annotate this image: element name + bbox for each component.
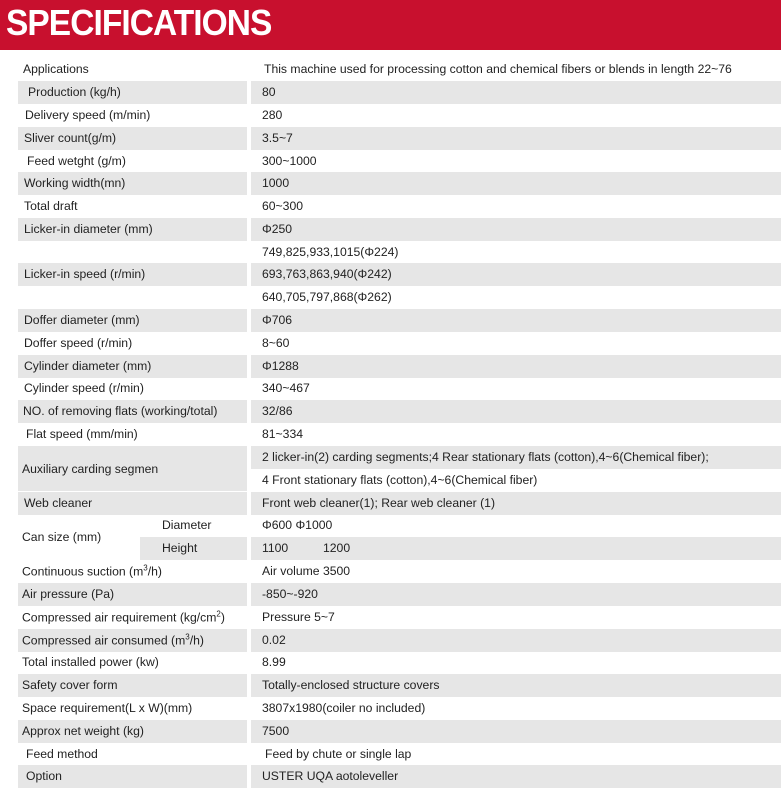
spec-value: Φ600 Φ1000	[262, 518, 333, 533]
spec-label: Auxiliary carding segmen	[22, 461, 159, 476]
spec-row-sliver-count	[0, 127, 781, 150]
can-sub-label: Height	[162, 541, 198, 556]
spec-value: This machine used for processing cotton and chemical fibers or blends in length 22~76	[264, 62, 732, 77]
spec-value: Front web cleaner(1); Rear web cleaner (1)	[262, 496, 496, 511]
header-banner	[0, 0, 781, 50]
can-sub-label: Diameter	[162, 518, 212, 532]
spec-value: 2 licker-in(2) carding segments;4 Rear stationary flats (cotton),4~6(Chemical fiber);	[262, 450, 709, 465]
spec-label: Total draft	[24, 199, 78, 214]
spec-value: 1000	[262, 176, 290, 191]
spec-row-option	[0, 765, 781, 788]
spec-label: Can size (mm)	[22, 529, 102, 544]
spec-value: 693,763,863,940(Φ242)	[262, 267, 392, 282]
spec-value: 32/86	[262, 404, 293, 419]
aux-label	[18, 446, 247, 491]
licker-speed-label	[18, 263, 247, 286]
spec-row-licker-in-diameter	[0, 218, 781, 241]
spec-label: Space requirement(L x W)(mm)	[22, 701, 193, 716]
spec-row-doffer-speed	[0, 332, 781, 355]
page-title: SPECIFICATIONS	[6, 2, 272, 43]
spec-value: 80	[262, 85, 276, 100]
spec-value: 60~300	[262, 199, 304, 214]
spec-value: Pressure 5~7	[262, 610, 335, 625]
spec-value: 1100	[262, 541, 289, 556]
spec-row-safety-cover	[0, 674, 781, 697]
spec-label: Compressed air consumed $(m^3/h)$	[22, 632, 204, 648]
spec-label: Flat speed (mm/min)	[26, 427, 138, 442]
spec-label: Doffer diameter (mm)	[24, 313, 140, 328]
spec-label: Feed wetght (g/m)	[27, 154, 126, 169]
spec-value: 280	[262, 108, 283, 123]
spec-row-delivery-speed	[0, 104, 781, 127]
spec-value: 1200	[323, 541, 351, 556]
spec-value: 7500	[262, 724, 290, 739]
spec-value: 4 Front stationary flats (cotton),4~6(Chemical fiber)	[262, 473, 538, 488]
spec-label: Continuous suction $(m^3/h)$	[22, 563, 162, 579]
spec-row-continuous-suction	[0, 560, 781, 583]
spec-label: Feed method	[26, 747, 98, 762]
spec-row-compressed-air-consumed	[0, 629, 781, 652]
spec-label: Web cleaner	[24, 496, 93, 511]
spec-label: Air pressure (Pa)	[22, 587, 115, 602]
spec-row-flat-speed	[0, 423, 781, 446]
spec-row-web-cleaner	[0, 492, 781, 515]
spec-row-working-width	[0, 172, 781, 195]
spec-value: Feed by chute or single lap	[265, 747, 412, 762]
spec-value: 3807x1980(coiler no included)	[262, 701, 426, 716]
spec-label: Cylinder diameter (mm)	[24, 359, 152, 374]
spec-value: 300~1000	[262, 154, 317, 169]
spec-label: Safety cover form	[22, 678, 118, 693]
spec-value: USTER UQA aotoleveller	[262, 769, 399, 784]
spec-row-total-power	[0, 651, 781, 674]
spec-label: Compressed air requirement $(kg/cm^2)$	[22, 609, 225, 625]
spec-row-licker-speed-1	[0, 241, 781, 264]
spec-label: Total installed power (kw)	[22, 655, 159, 670]
spec-row-applications	[0, 58, 781, 81]
spec-row-licker-speed-3	[0, 286, 781, 309]
spec-label: Working width(mn)	[24, 176, 126, 191]
spec-value: 81~334	[262, 427, 304, 442]
spec-value: 3.5~7	[262, 131, 293, 146]
spec-label: Licker-in speed (r/min)	[24, 267, 146, 282]
spec-value: Φ1288	[262, 359, 299, 374]
spec-label: Licker-in diameter (mm)	[24, 222, 153, 237]
spec-value: -850~-920	[262, 587, 318, 602]
spec-label: Applications	[23, 62, 89, 77]
can-label	[18, 514, 247, 559]
spec-label: NO. of removing flats (working/total)	[23, 404, 218, 419]
spec-row-cylinder-diameter	[0, 355, 781, 378]
spec-label: Production (kg/h)	[28, 85, 121, 100]
spec-label: Delivery speed (m/min)	[25, 108, 151, 123]
spec-label: Cylinder speed (r/min)	[24, 381, 144, 396]
spec-value: 0.02	[262, 633, 286, 648]
spec-row-space-requirement	[0, 697, 781, 720]
spec-row-net-weight	[0, 720, 781, 743]
spec-row-total-draft	[0, 195, 781, 218]
spec-row-compressed-air-requirement	[0, 606, 781, 629]
spec-value: 749,825,933,1015(Φ224)	[262, 245, 399, 260]
spec-label: Option	[26, 769, 62, 784]
spec-label: Approx net weight (kg)	[22, 724, 144, 739]
spec-value: Air volume 3500	[262, 564, 351, 579]
spec-value: 8~60	[262, 336, 290, 351]
spec-row-feed-weight	[0, 150, 781, 173]
spec-value: Φ250	[262, 222, 293, 237]
spec-row-air-pressure	[0, 583, 781, 606]
spec-row-production	[0, 81, 781, 104]
spec-row-feed-method	[0, 743, 781, 766]
spec-value: 340~467	[262, 381, 310, 396]
spec-label: Doffer speed (r/min)	[24, 336, 133, 351]
spec-row-doffer-diameter	[0, 309, 781, 332]
spec-row-removing-flats	[0, 400, 781, 423]
spec-value: Φ706	[262, 313, 293, 328]
spec-label: Sliver count(g/m)	[24, 131, 117, 146]
spec-value: 8.99	[262, 655, 286, 670]
spec-value: Totally-enclosed structure covers	[262, 678, 440, 693]
spec-value: 640,705,797,868(Φ262)	[262, 290, 392, 305]
spec-row-cylinder-speed	[0, 377, 781, 400]
